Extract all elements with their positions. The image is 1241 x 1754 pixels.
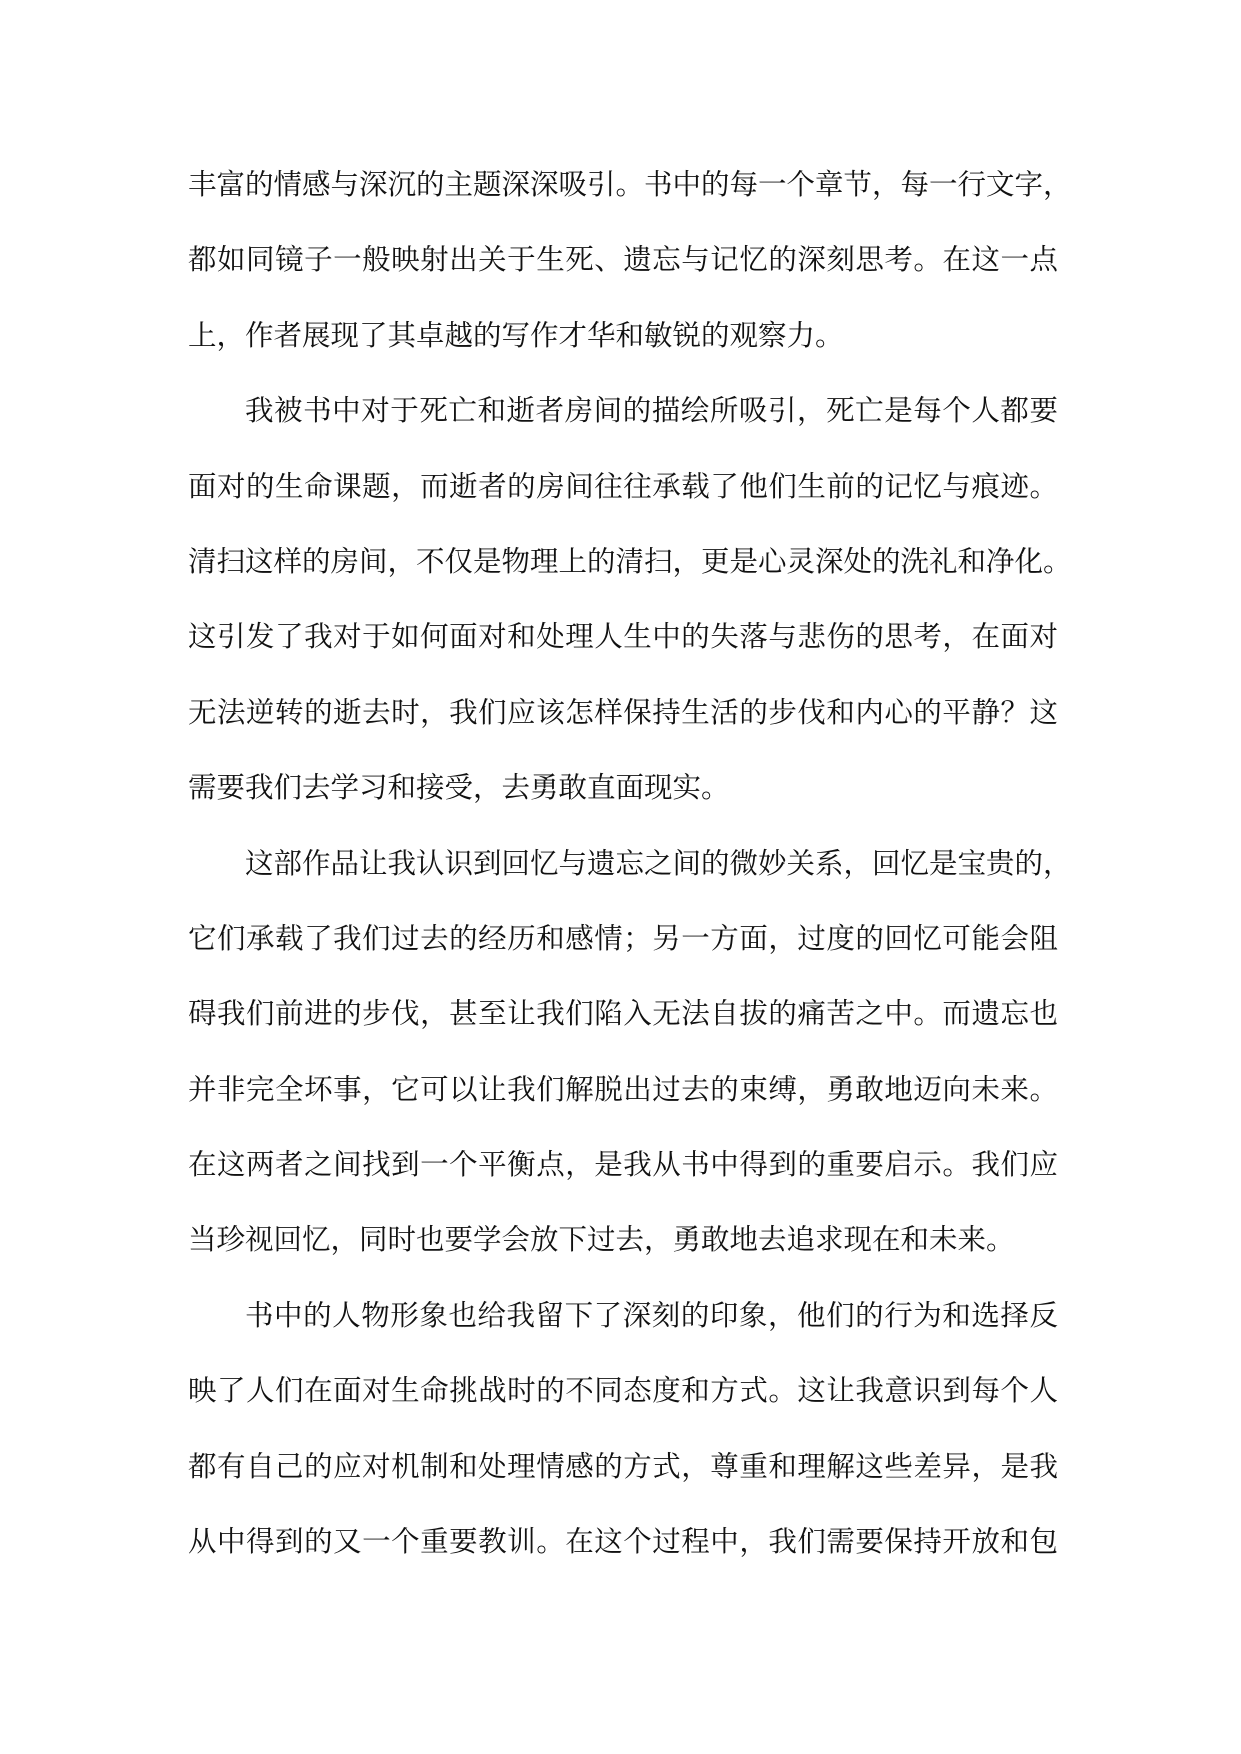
text-line: 这引发了我对于如何面对和处理人生中的失落与悲伤的思考，在面对: [188, 620, 1058, 654]
text-line: 碍我们前进的步伐，甚至让我们陷入无法自拔的痛苦之中。而遗忘也: [188, 997, 1058, 1031]
text-line: 清扫这样的房间，不仅是物理上的清扫，更是心灵深处的洗礼和净化。: [188, 544, 1072, 578]
text-line: 当珍视回忆，同时也要学会放下过去，勇敢地去追求现在和未来。: [188, 1223, 1015, 1257]
text-line: 无法逆转的逝去时，我们应该怎样保持生活的步伐和内心的平静？这: [188, 695, 1058, 729]
text-line: 上，作者展现了其卓越的写作才华和敏锐的观察力。: [188, 318, 844, 352]
text-line: 映了人们在面对生命挑战时的不同态度和方式。这让我意识到每个人: [188, 1374, 1058, 1408]
paragraph-first-line: 我被书中对于死亡和逝者房间的描绘所吸引，死亡是每个人都要: [245, 394, 1058, 428]
paragraph-first-line: 书中的人物形象也给我留下了深刻的印象，他们的行为和选择反: [245, 1298, 1058, 1332]
text-line: 并非完全坏事，它可以让我们解脱出过去的束缚，勇敢地迈向未来。: [188, 1072, 1058, 1106]
text-line: 丰富的情感与深沉的主题深深吸引。书中的每一个章节，每一行文字，: [188, 168, 1072, 201]
text-line: 需要我们去学习和接受，去勇敢直面现实。: [188, 771, 730, 805]
text-line: 从中得到的又一个重要教训。在这个过程中，我们需要保持开放和包: [188, 1525, 1058, 1559]
text-line: 它们承载了我们过去的经历和感情；另一方面，过度的回忆可能会阻: [188, 921, 1058, 955]
text-line: 在这两者之间找到一个平衡点，是我从书中得到的重要启示。我们应: [188, 1148, 1058, 1182]
text-line: 都有自己的应对机制和处理情感的方式，尊重和理解这些差异，是我: [188, 1449, 1058, 1483]
text-line: 都如同镜子一般映射出关于生死、遗忘与记忆的深刻思考。在这一点: [188, 243, 1058, 277]
text-line: 面对的生命课题，而逝者的房间往往承载了他们生前的记忆与痕迹。: [188, 469, 1058, 503]
paragraph-first-line: 这部作品让我认识到回忆与遗忘之间的微妙关系，回忆是宝贵的，: [245, 846, 1072, 880]
body-text: [188, 147, 1072, 1579]
